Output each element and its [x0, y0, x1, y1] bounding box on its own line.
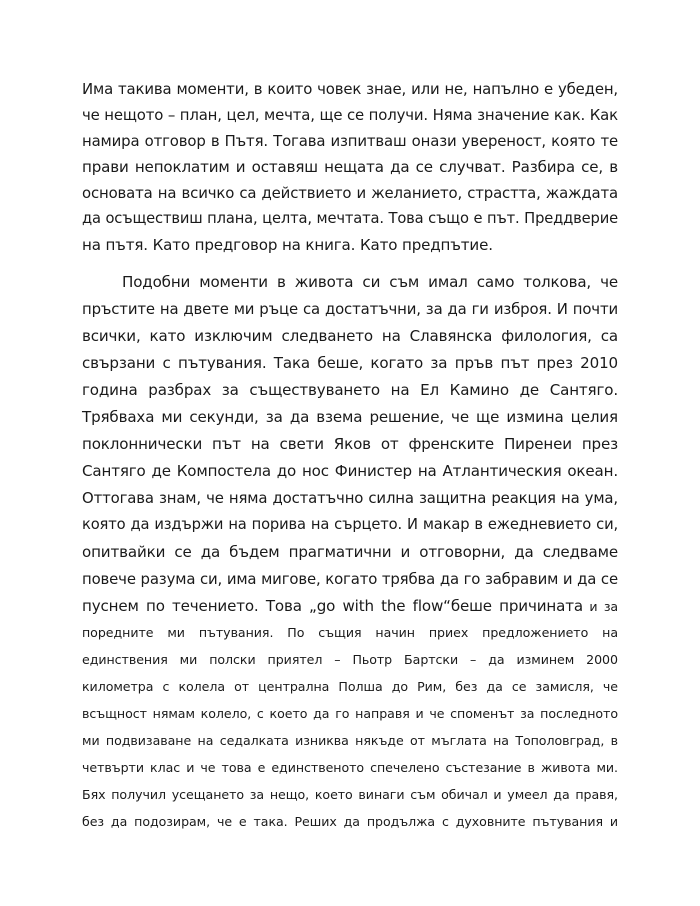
text-line: на пътя. Като предговор на книга. Като предпътие. — [82, 236, 493, 254]
text-line: повече разума си, има мигове, когато трябва да го забравим и да се — [82, 570, 618, 588]
text-line: пръстите на двете ми ръце са достатъчни, за да ги изброя. И почти — [82, 300, 618, 318]
text-line: опитвайки се да бъдем прагматични и отговорни, да следваме — [82, 543, 618, 561]
text-line: ми подвизаване на седалката изниква някъде от мъглата на Тополовград, в — [82, 733, 618, 748]
text-line-mixed — [82, 599, 618, 614]
text-line: година разбрах за съществуването на Ел Камино де Сантяго. — [82, 381, 618, 399]
text-line: километра с колела от централна Полша до Рим, без да се замисля, че — [82, 679, 618, 694]
text-fragment: пуснем по течението. Това „go with the flow“беше причината — [82, 597, 583, 615]
text-line: без да подозирам, че е така. Реших да продължа с духовните пътувания и — [82, 814, 618, 829]
text-line: поклоннически път на свети Яков от френските Пиренеи през — [82, 435, 618, 453]
text-line: прави непоклатим и оставяш нещата да се случват. Разбира се, в — [82, 158, 618, 176]
text-line: Подобни моменти в живота си съм имал само толкова, че — [122, 273, 618, 291]
text-line: да осъществиш плана, целта, мечтата. Това също е път. Преддверие — [82, 210, 618, 227]
text-line: основата на всичко са действието и желанието, страстта, жаждата — [82, 184, 618, 202]
text-line: която да издържи на порива на сърцето. И макар в ежедневието си, — [82, 516, 618, 533]
text-line: всъщност нямам колело, с което да го направя и че споменът за последното — [82, 706, 618, 721]
text-line: че нещото – план, цел, мечта, ще се получи. Няма значение как. Как — [82, 106, 618, 124]
text-line: Сантяго де Компостела до нос Финистер на Атлантическия океан. — [82, 462, 618, 480]
text-line: единствения ми полски приятел – Пьотр Бартски – да изминем 2000 — [82, 652, 618, 667]
text-line: всички, като изключим следването на Славянска филология, са — [82, 327, 618, 345]
text-line: Трябваха ми секунди, за да взема решение, че ще измина целия — [82, 408, 618, 426]
text-line: Бях получил усещането за нещо, което винаги съм обичал и умеел да правя, — [82, 787, 618, 802]
text-line: поредните ми пътувания. По същия начин приех предложението на — [82, 625, 618, 640]
text-line: намира отговор в Пътя. Тогава изпитваш онази увереност, която те — [82, 132, 618, 150]
text-line: свързани с пътувания. Така беше, когато за пръв път през 2010 — [82, 354, 618, 372]
text-line: Има такива моменти, в които човек знае, или не, напълно е убеден, — [82, 80, 618, 98]
text-line: Оттогава знам, че няма достатъчно силна защитна реакция на ума, — [82, 489, 618, 507]
text-line: четвърти клас и че това е единственото спечелено състезание в живота ми. — [82, 760, 618, 775]
text-fragment-small: и за — [582, 599, 618, 614]
